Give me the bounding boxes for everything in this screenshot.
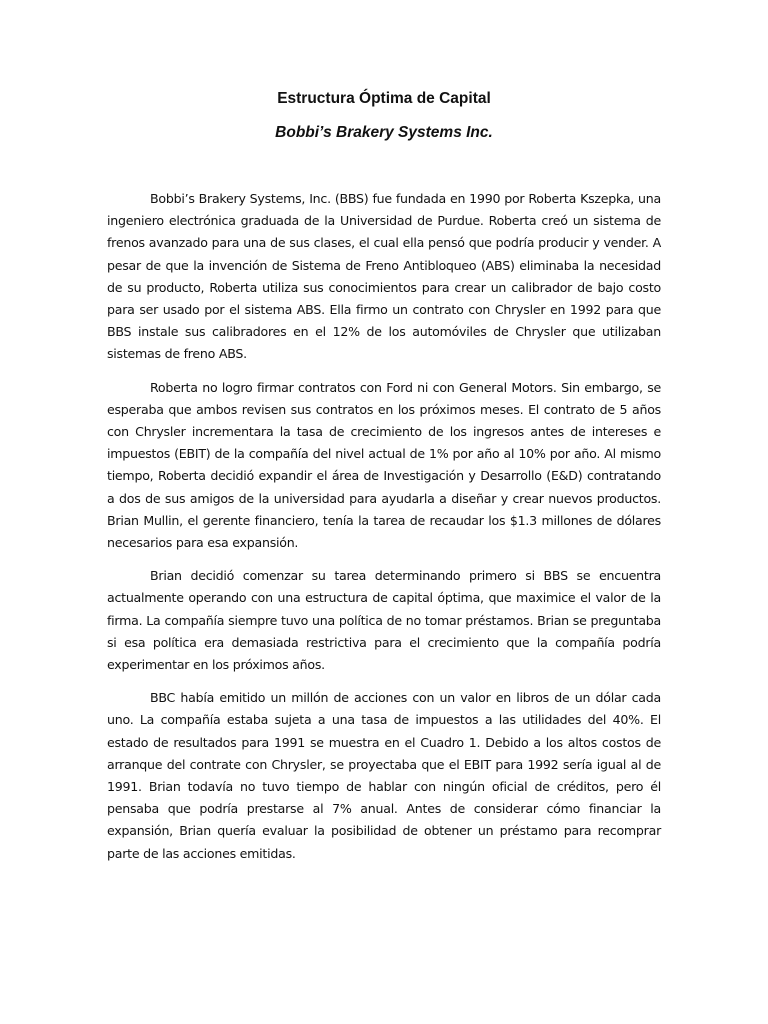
paragraph-3: Brian decidió comenzar su tarea determinando primero si BBS se encuentra actualmente operando con una estructura de capital óptima, que maximice el valor de la firma. La compañía siempre tuvo una política de no tomar préstamos. Brian se preguntaba si esa política era demasiada restrictiva para el crecimiento que la compañía podría experimentar en los próximos años. xyxy=(107,568,661,673)
document-title: Estructura Óptima de Capital xyxy=(277,90,491,107)
paragraph-1: Bobbi’s Brakery Systems, Inc. (BBS) fue fundada en 1990 por Roberta Kszepka, una ingeniero electrónica graduada de la Universidad de Purdue. Roberta creó un sistema de frenos avanzado para una de sus clases, el cual ella pensó que podría producir y vender. A pesar de que la invención de Sistema de Freno Antibloqueo (ABS) eliminaba la necesidad de su producto, Roberta utiliza sus conocimientos para crear un calibrador de bajo costo para ser usado por el sistema ABS. Ella firmo un contrato con Chrysler en 1992 para que BBS instale sus calibradores en el 12% de los automóviles de Chrysler que utilizaban sistemas de freno ABS. xyxy=(107,191,661,362)
paragraph-2: Roberta no logro firmar contratos con Ford ni con General Motors. Sin embargo, se esperaba que ambos revisen sus contratos en los próximos meses. El contrato de 5 años con Chrysler incrementara la tasa de crecimiento de los ingresos antes de intereses e impuestos (EBIT) de la compañía del nivel actual de 1% por año al 10% por año. Al mismo tiempo, Roberta decidió expandir el área de Investigación y Desarrollo (E&D) contratando a dos de sus amigos de la universidad para ayudarla a diseñar y crear nuevos productos. Brian Mullin, el gerente financiero, tenía la tarea de recaudar los $1.3 millones de dólares necesarios para esa expansión. xyxy=(107,379,661,551)
document-subtitle: Bobbi’s Brakery Systems Inc. xyxy=(275,124,493,141)
document-body xyxy=(107,188,661,876)
paragraph-4: BBC había emitido un millón de acciones con un valor en libros de un dólar cada uno. La compañía estaba sujeta a una tasa de impuestos a las utilidades del 40%. El estado de resultados para 1991 se muestra en el Cuadro 1. Debido a los altos costos de arranque del contrate con Chrysler, se proyectaba que el EBIT para 1992 sería igual al de 1991. Brian todavía no tuvo tiempo de hablar con ningún oficial de créditos, pero él pensaba que podría prestarse al 7% anual. Antes de considerar cómo financiar la expansión, Brian quería evaluar la posibilidad de obtener un préstamo para recomprar parte de las acciones emitidas. xyxy=(107,690,661,861)
